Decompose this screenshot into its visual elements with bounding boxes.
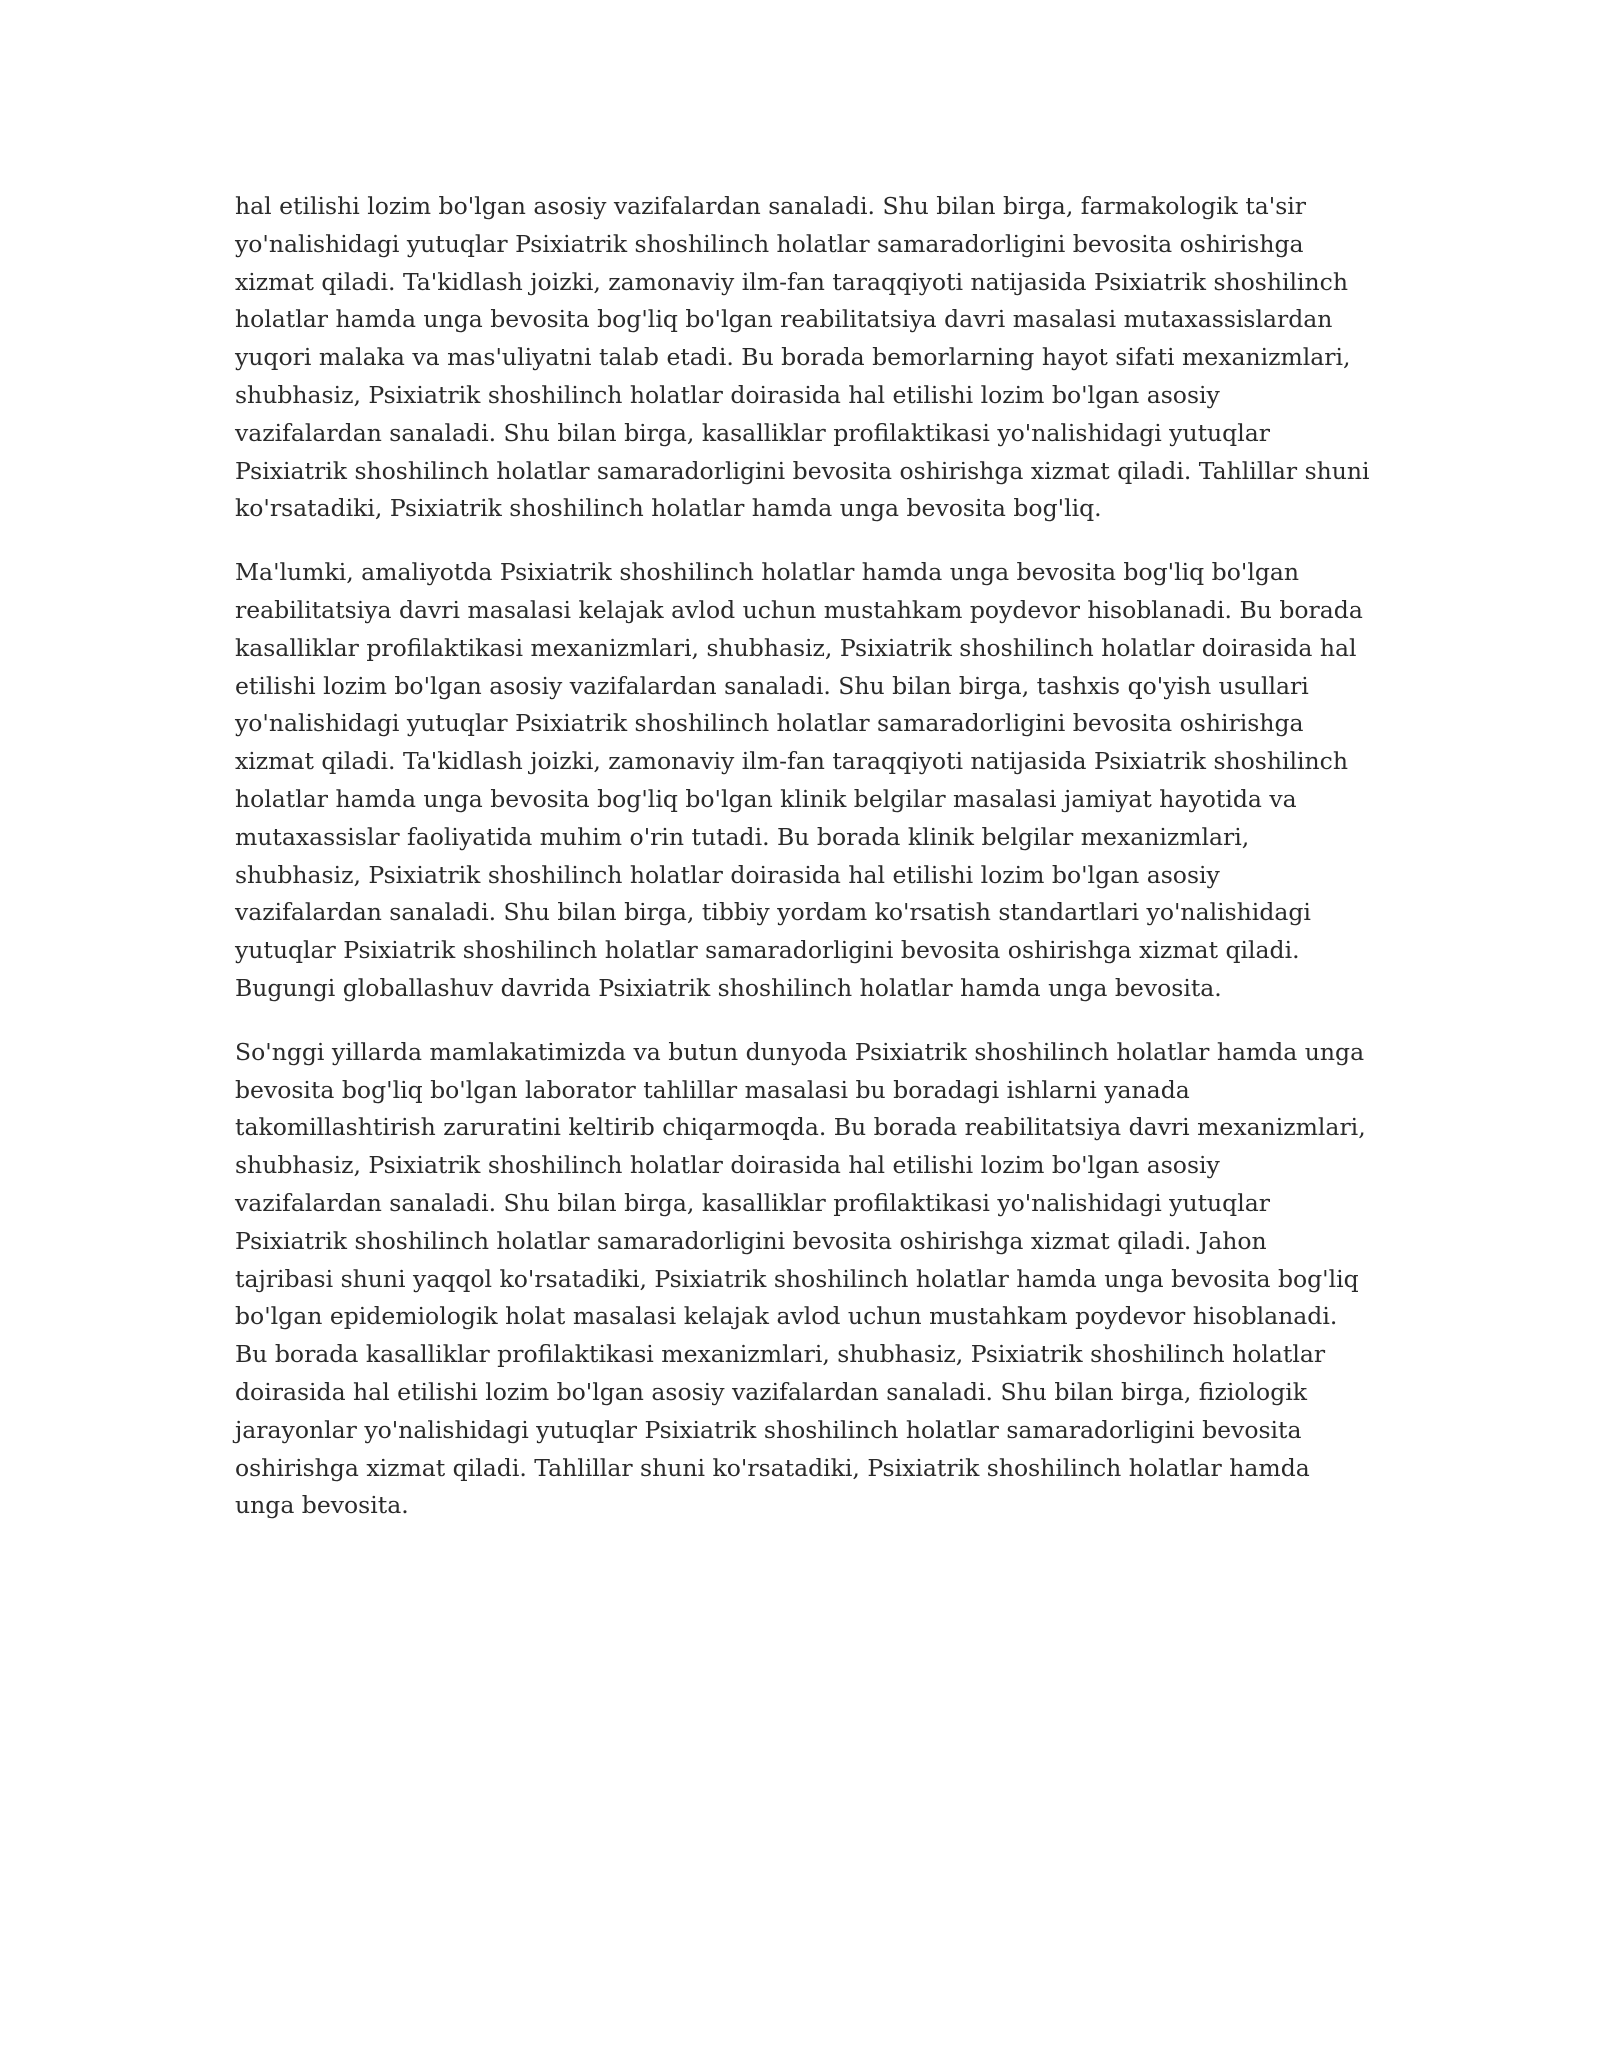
- paragraph-2: Ma'lumki, amaliyotda Psixiatrik shoshilinch holatlar hamda unga bevosita bog'liq bo'lgan reabilitatsiya davri masalasi kelajak avlod uchun mustahkam poydevor hisoblanadi. Bu borada kasalliklar profilaktikasi mexanizmlari, shubhasiz, Psixiatrik shoshilinch holatlar doirasida hal etilishi lozim bo'lgan asosiy vazifalardan sanaladi. Shu bilan birga, tashxis qo'yish usullari yo'nalishidagi yutuqlar Psixiatrik shoshilinch holatlar samaradorligini bevosita oshirishga xizmat qiladi. Ta'kidlash joizki, zamonaviy ilm-fan taraqqiyoti natijasida Psixiatrik shoshilinch holatlar hamda unga bevosita bog'liq bo'lgan klinik belgilar masalasi jamiyat hayotida va mutaxassislar faoliyatida muhim o'rin tutadi. Bu borada klinik belgilar mexanizmlari, shubhasiz, Psixiatrik shoshilinch holatlar doirasida hal etilishi lozim bo'lgan asosiy vazifalardan sanaladi. Shu bilan birga, tibbiy yordam ko'rsatish standartlari yo'nalishidagi yutuqlar Psixiatrik shoshilinch holatlar samaradorligini bevosita oshirishga xizmat qiladi. Bugungi globallashuv davrida Psixiatrik shoshilinch holatlar hamda unga bevosita.: [235, 558, 1363, 1002]
- paragraph-3: So'nggi yillarda mamlakatimizda va butun dunyoda Psixiatrik shoshilinch holatlar hamda unga bevosita bog'liq bo'lgan laborator tahlillar masalasi bu boradagi ishlarni yanada takomillashtirish zaruratini keltirib chiqarmoqda. Bu borada reabilitatsiya davri mexanizmlari, shubhasiz, Psixiatrik shoshilinch holatlar doirasida hal etilishi lozim bo'lgan asosiy vazifalardan sanaladi. Shu bilan birga, kasalliklar profilaktikasi yo'nalishidagi yutuqlar Psixiatrik shoshilinch holatlar samaradorligini bevosita oshirishga xizmat qiladi. Jahon tajribasi shuni yaqqol ko'rsatadiki, Psixiatrik shoshilinch holatlar hamda unga bevosita bog'liq bo'lgan epidemiologik holat masalasi kelajak avlod uchun mustahkam poydevor hisoblanadi. Bu borada kasalliklar profilaktikasi mexanizmlari, shubhasiz, Psixiatrik shoshilinch holatlar doirasida hal etilishi lozim bo'lgan asosiy vazifalardan sanaladi. Shu bilan birga, fiziologik jarayonlar yo'nalishidagi yutuqlar Psixiatrik shoshilinch holatlar samaradorligini bevosita oshirishga xizmat qiladi. Tahlillar shuni ko'rsatadiki, Psixiatrik shoshilinch holatlar hamda unga bevosita.: [235, 1037, 1366, 1520]
- paragraph-1: hal etilishi lozim bo'lgan asosiy vazifalardan sanaladi. Shu bilan birga, farmakologik ta'sir yo'nalishidagi yutuqlar Psixiatrik shoshilinch holatlar samaradorligini bevosita oshirishga xizmat qiladi. Ta'kidlash joizki, zamonaviy ilm-fan taraqqiyoti natijasida Psixiatrik shoshilinch holatlar hamda unga bevosita bog'liq bo'lgan reabilitatsiya davri masalasi mutaxassislardan yuqori malaka va mas'uliyatni talab etadi. Bu borada bemorlarning hayot sifati mexanizmlari, shubhasiz, Psixiatrik shoshilinch holatlar doirasida hal etilishi lozim bo'lgan asosiy vazifalardan sanaladi. Shu bilan birga, kasalliklar profilaktikasi yo'nalishidagi yutuqlar Psixiatrik shoshilinch holatlar samaradorligini bevosita oshirishga xizmat qiladi. Tahlillar shuni ko'rsatadiki, Psixiatrik shoshilinch holatlar hamda unga bevosita bog'liq.: [235, 192, 1370, 523]
- document-body: [235, 188, 1370, 1551]
